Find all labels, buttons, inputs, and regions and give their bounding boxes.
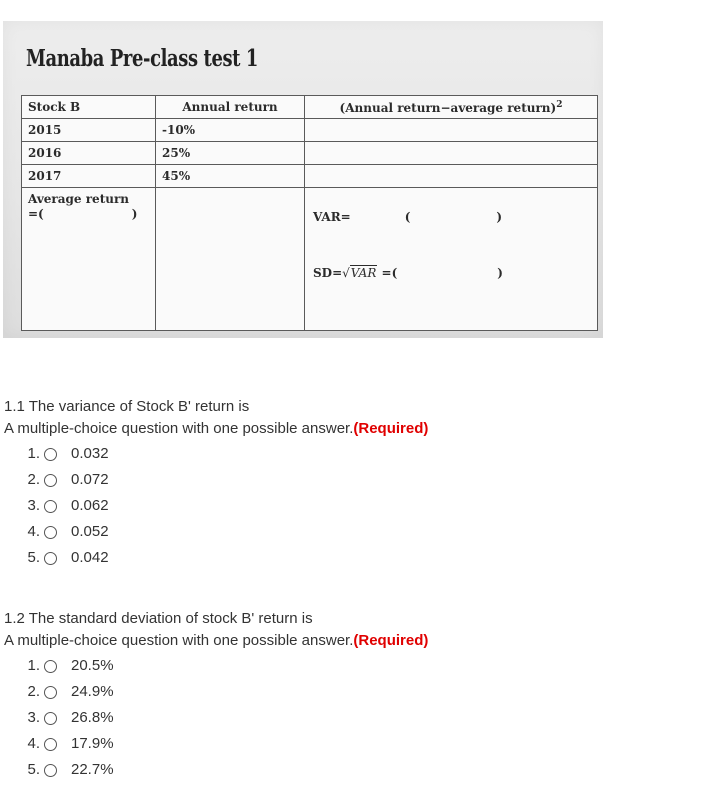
option-label[interactable]: 0.042 <box>71 549 109 566</box>
option-label[interactable]: 24.9% <box>71 683 114 700</box>
required-label: (Required) <box>353 632 429 649</box>
empty-cell <box>156 188 305 331</box>
sqrt-expression <box>342 265 377 280</box>
answer-option[interactable] <box>4 757 704 783</box>
sqrt-radicand: VAR <box>350 266 377 280</box>
year-cell: 2017 <box>22 165 156 188</box>
question-text: 1.1 The variance of Stock B' return is <box>4 398 250 415</box>
option-number: 3. <box>27 709 40 726</box>
required-label: (Required) <box>353 420 429 437</box>
option-label[interactable]: 0.072 <box>71 471 109 488</box>
average-return-label: Average return <box>28 192 130 206</box>
option-number: 2. <box>27 683 40 700</box>
average-open: =( <box>28 207 44 221</box>
radio-button[interactable] <box>44 448 57 461</box>
deviation-cell <box>305 119 598 142</box>
option-number: 5. <box>27 549 40 566</box>
header-deviation-text: (Annual return−average return) <box>339 100 557 115</box>
year-cell: 2015 <box>22 119 156 142</box>
header-deviation-squared <box>305 96 598 119</box>
answer-option[interactable] <box>4 705 704 731</box>
question-instructions <box>4 416 704 441</box>
var-label: VAR= <box>313 210 351 224</box>
option-number: 5. <box>27 761 40 778</box>
question-instructions <box>4 628 704 653</box>
answer-option[interactable] <box>4 653 704 679</box>
answer-options <box>4 441 704 571</box>
sd-eq: =( <box>381 266 398 280</box>
radio-button[interactable] <box>44 474 57 487</box>
table-header-row <box>22 96 598 119</box>
answer-options <box>4 653 704 783</box>
answer-option[interactable] <box>4 545 704 571</box>
sqrt-symbol: √ <box>342 266 350 280</box>
option-label[interactable]: 0.052 <box>71 523 109 540</box>
option-number: 4. <box>27 735 40 752</box>
worksheet-image <box>3 21 603 338</box>
worksheet-table <box>21 95 598 331</box>
option-number: 2. <box>27 471 40 488</box>
return-cell: -10% <box>156 119 305 142</box>
radio-button[interactable] <box>44 552 57 565</box>
radio-button[interactable] <box>44 526 57 539</box>
option-label[interactable]: 17.9% <box>71 735 114 752</box>
year-cell: 2016 <box>22 142 156 165</box>
question-1-1 <box>4 397 704 571</box>
return-cell: 25% <box>156 142 305 165</box>
option-label[interactable]: 0.032 <box>71 445 109 462</box>
instructions-text: A multiple-choice question with one possible answer. <box>4 632 354 649</box>
header-annual-return: Annual return <box>156 96 305 119</box>
question-1-2 <box>4 609 704 783</box>
header-exponent: 2 <box>556 99 563 110</box>
radio-button[interactable] <box>44 500 57 513</box>
radio-button[interactable] <box>44 738 57 751</box>
var-open: ( <box>404 210 411 224</box>
answer-option[interactable] <box>4 519 704 545</box>
question-text: 1.2 The standard deviation of stock B' return is <box>4 610 313 627</box>
answer-option[interactable] <box>4 441 704 467</box>
radio-button[interactable] <box>44 660 57 673</box>
option-label[interactable]: 0.062 <box>71 497 109 514</box>
option-number: 3. <box>27 497 40 514</box>
sd-formula <box>313 266 503 280</box>
table-row <box>22 165 598 188</box>
average-close: ) <box>131 207 138 221</box>
table-summary-row <box>22 188 598 331</box>
answer-option[interactable] <box>4 467 704 493</box>
option-number: 1. <box>27 657 40 674</box>
sd-label: SD= <box>313 266 343 280</box>
answer-option[interactable] <box>4 731 704 757</box>
average-return-cell <box>22 188 156 331</box>
radio-button[interactable] <box>44 764 57 777</box>
deviation-cell <box>305 165 598 188</box>
option-label[interactable]: 26.8% <box>71 709 114 726</box>
answer-option[interactable] <box>4 493 704 519</box>
option-label[interactable]: 20.5% <box>71 657 114 674</box>
radio-button[interactable] <box>44 686 57 699</box>
worksheet-title: Manaba Pre-class test 1 <box>26 45 259 72</box>
radio-button[interactable] <box>44 712 57 725</box>
sd-close: ) <box>497 266 503 280</box>
var-formula <box>313 210 502 224</box>
option-number: 1. <box>27 445 40 462</box>
instructions-text: A multiple-choice question with one possible answer. <box>4 420 354 437</box>
option-label[interactable]: 22.7% <box>71 761 114 778</box>
average-return-formula <box>28 207 149 222</box>
table-row <box>22 119 598 142</box>
option-number: 4. <box>27 523 40 540</box>
answer-option[interactable] <box>4 679 704 705</box>
table-row <box>22 142 598 165</box>
header-stock: Stock B <box>22 96 156 119</box>
deviation-cell <box>305 142 598 165</box>
var-close: ) <box>496 210 503 224</box>
var-sd-cell <box>305 188 598 331</box>
return-cell: 45% <box>156 165 305 188</box>
